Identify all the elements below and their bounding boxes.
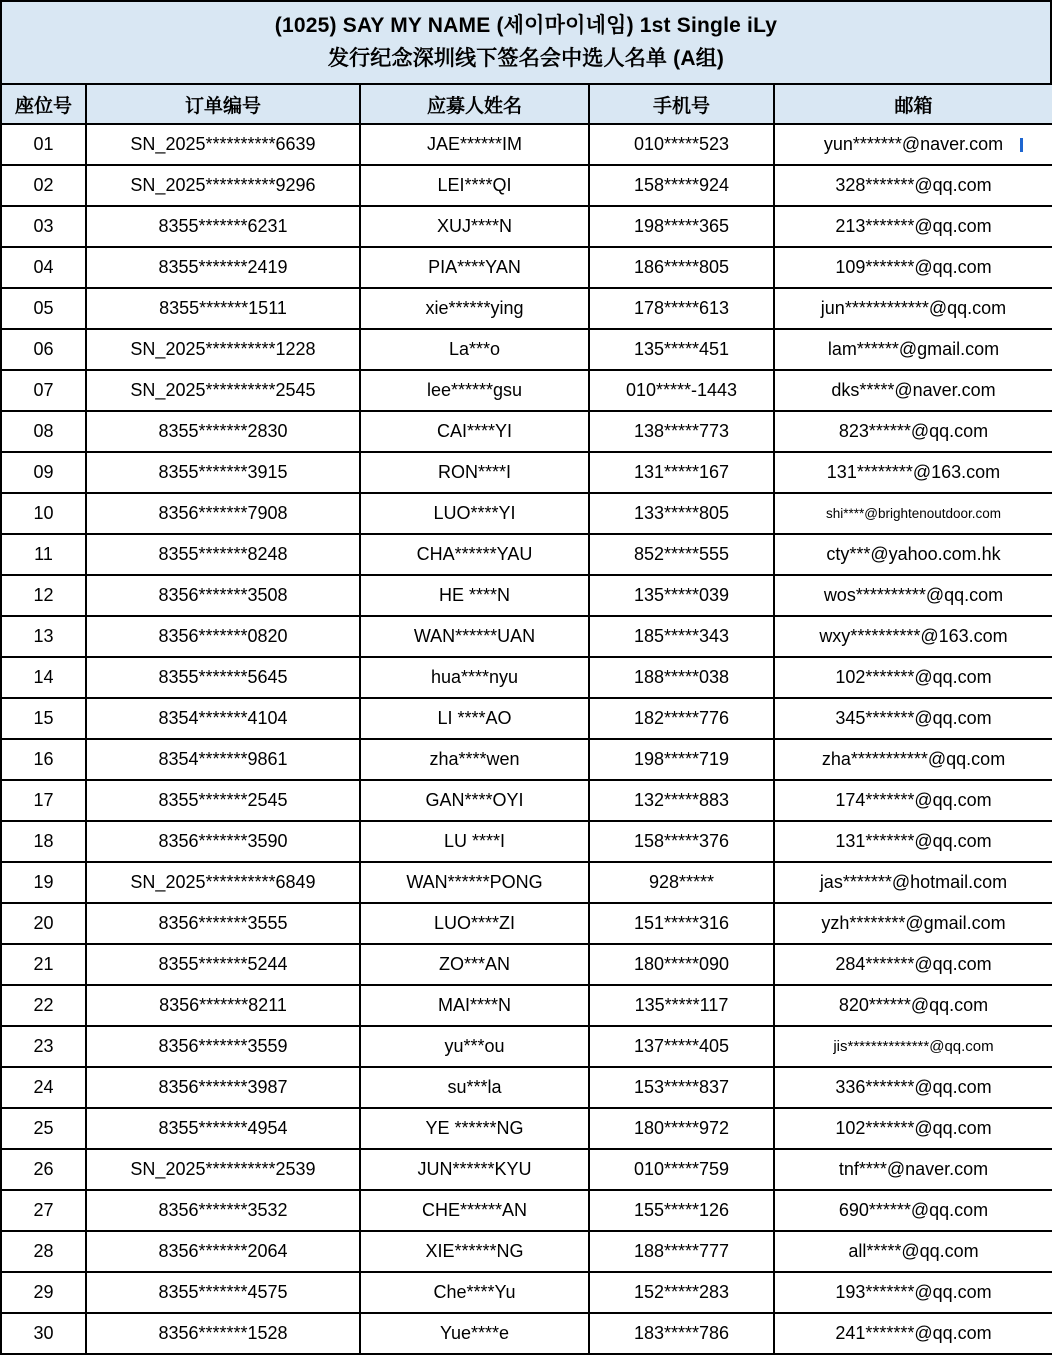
- cell-order: 8355*******4575: [86, 1272, 360, 1313]
- cell-name: LEI****QI: [360, 165, 589, 206]
- table-row: [1, 1231, 1052, 1272]
- title-line-1: (1025) SAY MY NAME (세이마이네임) 1st Single iLy: [274, 14, 778, 38]
- cell-email: 109*******@qq.com: [774, 247, 1052, 288]
- cell-email: yun*******@naver.com: [774, 124, 1052, 165]
- table-row: [1, 370, 1052, 411]
- cell-email: tnf****@naver.com: [774, 1149, 1052, 1190]
- table-row: [1, 1190, 1052, 1231]
- cell-seat: 04: [1, 247, 86, 288]
- cell-seat: 10: [1, 493, 86, 534]
- cell-seat: 28: [1, 1231, 86, 1272]
- cell-email: all*****@qq.com: [774, 1231, 1052, 1272]
- cell-email: cty***@yahoo.com.hk: [774, 534, 1052, 575]
- table-row: [1, 1149, 1052, 1190]
- cell-phone: 151*****316: [589, 903, 774, 944]
- cell-order: 8354*******4104: [86, 698, 360, 739]
- cell-order: 8354*******9861: [86, 739, 360, 780]
- cell-seat: 16: [1, 739, 86, 780]
- table-row: [1, 575, 1052, 616]
- cell-email: 174*******@qq.com: [774, 780, 1052, 821]
- cell-email: 131*******@qq.com: [774, 821, 1052, 862]
- table-row: [1, 534, 1052, 575]
- cell-order: 8356*******7908: [86, 493, 360, 534]
- cell-name: WAN******PONG: [360, 862, 589, 903]
- cell-name: La***o: [360, 329, 589, 370]
- cell-seat: 02: [1, 165, 86, 206]
- cell-name: XUJ****N: [360, 206, 589, 247]
- table-row: [1, 1108, 1052, 1149]
- table-row: [1, 1067, 1052, 1108]
- table-row: [1, 165, 1052, 206]
- cell-email: wxy**********@163.com: [774, 616, 1052, 657]
- cell-email: 823******@qq.com: [774, 411, 1052, 452]
- cell-order: 8355*******4954: [86, 1108, 360, 1149]
- cell-phone: 185*****343: [589, 616, 774, 657]
- cell-phone: 158*****376: [589, 821, 774, 862]
- table-row: [1, 452, 1052, 493]
- table-row: [1, 616, 1052, 657]
- cell-email: 131********@163.com: [774, 452, 1052, 493]
- cell-email: jun************@qq.com: [774, 288, 1052, 329]
- cell-phone: 155*****126: [589, 1190, 774, 1231]
- cell-phone: 131*****167: [589, 452, 774, 493]
- cell-seat: 26: [1, 1149, 86, 1190]
- cell-name: xie******ying: [360, 288, 589, 329]
- cell-order: 8355*******2830: [86, 411, 360, 452]
- cell-seat: 30: [1, 1313, 86, 1354]
- cell-name: WAN******UAN: [360, 616, 589, 657]
- cell-order: 8355*******6231: [86, 206, 360, 247]
- cell-order: 8355*******8248: [86, 534, 360, 575]
- cell-seat: 24: [1, 1067, 86, 1108]
- cell-phone: 152*****283: [589, 1272, 774, 1313]
- table-row: [1, 821, 1052, 862]
- cell-order: 8356*******3559: [86, 1026, 360, 1067]
- cell-phone: 153*****837: [589, 1067, 774, 1108]
- cell-seat: 22: [1, 985, 86, 1026]
- cell-name: lee******gsu: [360, 370, 589, 411]
- cell-phone: 132*****883: [589, 780, 774, 821]
- cell-seat: 15: [1, 698, 86, 739]
- cell-name: LI ****AO: [360, 698, 589, 739]
- cell-email: shi****@brightenoutdoor.com: [774, 493, 1052, 534]
- table-body: [1, 124, 1052, 1354]
- cell-phone: 928*****: [589, 862, 774, 903]
- cell-name: LU ****I: [360, 821, 589, 862]
- cell-email: 345*******@qq.com: [774, 698, 1052, 739]
- cell-name: su***la: [360, 1067, 589, 1108]
- cell-order: 8356*******1528: [86, 1313, 360, 1354]
- cell-email: 336*******@qq.com: [774, 1067, 1052, 1108]
- table-row: [1, 124, 1052, 165]
- cell-name: ZO***AN: [360, 944, 589, 985]
- table-row: [1, 944, 1052, 985]
- cell-phone: 135*****451: [589, 329, 774, 370]
- cell-phone: 188*****777: [589, 1231, 774, 1272]
- table-row: [1, 288, 1052, 329]
- cell-order: 8355*******5645: [86, 657, 360, 698]
- cell-phone: 180*****972: [589, 1108, 774, 1149]
- cell-phone: 852*****555: [589, 534, 774, 575]
- table-row: [1, 1026, 1052, 1067]
- cell-seat: 03: [1, 206, 86, 247]
- cell-phone: 198*****365: [589, 206, 774, 247]
- cell-seat: 17: [1, 780, 86, 821]
- cell-phone: 188*****038: [589, 657, 774, 698]
- cell-name: JUN******KYU: [360, 1149, 589, 1190]
- cell-order: SN_2025**********2539: [86, 1149, 360, 1190]
- winners-table: [0, 83, 1052, 1355]
- cell-email: yzh********@gmail.com: [774, 903, 1052, 944]
- cell-order: 8356*******3555: [86, 903, 360, 944]
- cell-seat: 14: [1, 657, 86, 698]
- cell-name: PIA****YAN: [360, 247, 589, 288]
- cell-order: SN_2025**********1228: [86, 329, 360, 370]
- cell-seat: 23: [1, 1026, 86, 1067]
- table-row: [1, 657, 1052, 698]
- cell-order: 8356*******2064: [86, 1231, 360, 1272]
- title-line-2: 发行纪念深圳线下签名会中选人名单 (A组): [327, 46, 725, 70]
- cell-email: 102*******@qq.com: [774, 657, 1052, 698]
- table-row: [1, 493, 1052, 534]
- cell-order: 8356*******0820: [86, 616, 360, 657]
- cell-phone: 010*****523: [589, 124, 774, 165]
- cell-name: XIE******NG: [360, 1231, 589, 1272]
- cell-email: 820******@qq.com: [774, 985, 1052, 1026]
- cell-email: dks*****@naver.com: [774, 370, 1052, 411]
- title-block: [0, 0, 1052, 85]
- cell-seat: 29: [1, 1272, 86, 1313]
- cell-phone: 010*****759: [589, 1149, 774, 1190]
- cell-order: 8356*******3987: [86, 1067, 360, 1108]
- cell-order: SN_2025**********6639: [86, 124, 360, 165]
- cell-email: jas*******@hotmail.com: [774, 862, 1052, 903]
- cell-email: lam******@gmail.com: [774, 329, 1052, 370]
- table-row: [1, 985, 1052, 1026]
- cell-order: 8356*******3532: [86, 1190, 360, 1231]
- cell-phone: 178*****613: [589, 288, 774, 329]
- cell-phone: 135*****039: [589, 575, 774, 616]
- cell-name: GAN****OYI: [360, 780, 589, 821]
- cell-phone: 137*****405: [589, 1026, 774, 1067]
- cell-order: 8356*******3508: [86, 575, 360, 616]
- cell-seat: 25: [1, 1108, 86, 1149]
- cell-seat: 21: [1, 944, 86, 985]
- cell-seat: 05: [1, 288, 86, 329]
- cell-name: MAI****N: [360, 985, 589, 1026]
- cell-name: HE ****N: [360, 575, 589, 616]
- cell-seat: 20: [1, 903, 86, 944]
- table-row: [1, 903, 1052, 944]
- table-row: [1, 780, 1052, 821]
- cell-name: LUO****ZI: [360, 903, 589, 944]
- cell-seat: 19: [1, 862, 86, 903]
- cell-order: SN_2025**********2545: [86, 370, 360, 411]
- cell-phone: 158*****924: [589, 165, 774, 206]
- table-row: [1, 411, 1052, 452]
- col-header-name: 应募人姓名: [360, 84, 589, 124]
- cell-seat: 06: [1, 329, 86, 370]
- col-header-phone: 手机号: [589, 84, 774, 124]
- cell-name: CAI****YI: [360, 411, 589, 452]
- cell-order: 8355*******2545: [86, 780, 360, 821]
- cell-phone: 186*****805: [589, 247, 774, 288]
- table-row: [1, 739, 1052, 780]
- cell-phone: 133*****805: [589, 493, 774, 534]
- header-row: [1, 84, 1052, 124]
- cell-seat: 13: [1, 616, 86, 657]
- cell-email: jis**************@qq.com: [774, 1026, 1052, 1067]
- cell-name: LUO****YI: [360, 493, 589, 534]
- cell-order: 8355*******2419: [86, 247, 360, 288]
- table-row: [1, 862, 1052, 903]
- cell-name: JAE******IM: [360, 124, 589, 165]
- cell-phone: 135*****117: [589, 985, 774, 1026]
- table-row: [1, 698, 1052, 739]
- cell-name: yu***ou: [360, 1026, 589, 1067]
- cell-seat: 12: [1, 575, 86, 616]
- cell-name: zha****wen: [360, 739, 589, 780]
- cell-name: Yue****e: [360, 1313, 589, 1354]
- cell-seat: 01: [1, 124, 86, 165]
- cell-phone: 138*****773: [589, 411, 774, 452]
- cell-email: wos**********@qq.com: [774, 575, 1052, 616]
- cell-order: 8355*******3915: [86, 452, 360, 493]
- cell-name: YE ******NG: [360, 1108, 589, 1149]
- col-header-email: 邮箱: [774, 84, 1052, 124]
- cell-seat: 18: [1, 821, 86, 862]
- cell-order: 8355*******5244: [86, 944, 360, 985]
- cell-name: Che****Yu: [360, 1272, 589, 1313]
- cell-name: CHE******AN: [360, 1190, 589, 1231]
- cell-order: 8356*******3590: [86, 821, 360, 862]
- cell-name: CHA******YAU: [360, 534, 589, 575]
- cell-seat: 08: [1, 411, 86, 452]
- cell-order: 8355*******1511: [86, 288, 360, 329]
- table-row: [1, 1313, 1052, 1354]
- cell-email: zha***********@qq.com: [774, 739, 1052, 780]
- cursor-artifact: [1020, 138, 1023, 152]
- cell-name: hua****nyu: [360, 657, 589, 698]
- table-row: [1, 329, 1052, 370]
- col-header-seat: 座位号: [1, 84, 86, 124]
- cell-phone: 182*****776: [589, 698, 774, 739]
- cell-order: SN_2025**********6849: [86, 862, 360, 903]
- cell-name: RON****I: [360, 452, 589, 493]
- table-row: [1, 206, 1052, 247]
- cell-phone: 198*****719: [589, 739, 774, 780]
- cell-phone: 180*****090: [589, 944, 774, 985]
- table-row: [1, 1272, 1052, 1313]
- cell-order: SN_2025**********9296: [86, 165, 360, 206]
- cell-email: 102*******@qq.com: [774, 1108, 1052, 1149]
- cell-email: 690******@qq.com: [774, 1190, 1052, 1231]
- cell-email: 241*******@qq.com: [774, 1313, 1052, 1354]
- cell-email: 213*******@qq.com: [774, 206, 1052, 247]
- cell-seat: 11: [1, 534, 86, 575]
- col-header-order: 订单编号: [86, 84, 360, 124]
- cell-email: 193*******@qq.com: [774, 1272, 1052, 1313]
- cell-seat: 27: [1, 1190, 86, 1231]
- cell-order: 8356*******8211: [86, 985, 360, 1026]
- cell-email: 284*******@qq.com: [774, 944, 1052, 985]
- cell-phone: 010*****-1443: [589, 370, 774, 411]
- cell-seat: 09: [1, 452, 86, 493]
- table-row: [1, 247, 1052, 288]
- cell-seat: 07: [1, 370, 86, 411]
- cell-phone: 183*****786: [589, 1313, 774, 1354]
- cell-email: 328*******@qq.com: [774, 165, 1052, 206]
